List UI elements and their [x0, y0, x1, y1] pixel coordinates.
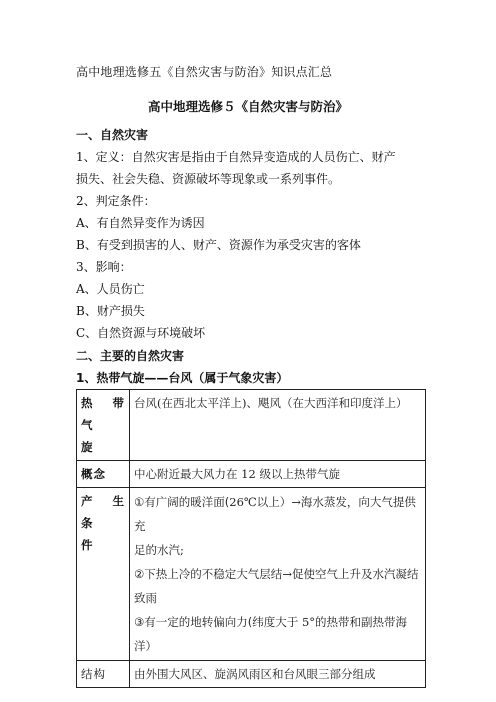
condition-1-rest: 26℃以上）→海水蒸发，向大气提供充	[134, 495, 416, 533]
condition-3	[134, 610, 421, 658]
table-row	[77, 661, 426, 688]
table-label-structure: 结构	[77, 661, 130, 688]
condition-3-prefix: ③有一定的地转偏向力(	[134, 615, 253, 629]
impact-title: 3、影响：	[76, 260, 132, 274]
table-label-text: 件	[81, 538, 94, 552]
definition-line-1: 1、定义：自然灾害是指由于自然异变造成的人员伤亡、财产	[76, 150, 396, 164]
condition-2-rest: →促使空气上升及水汽凝结	[282, 567, 419, 581]
condition-3-rest: 纬度大于 5°的热带和副热带海洋）	[134, 615, 408, 653]
table-cell-formation-conditions	[130, 488, 426, 661]
table-row	[77, 461, 426, 488]
typhoon-info-table	[76, 389, 426, 688]
condition-2	[134, 562, 421, 586]
main-title: 高中地理选修５《自然灾害与防治》	[147, 99, 348, 114]
table-row	[77, 488, 426, 661]
table-row	[77, 390, 426, 461]
impact-b: B、财产损失	[76, 304, 145, 318]
criteria-a: A、有自然异变作为诱因	[76, 216, 205, 230]
table-label-concept: 概念	[77, 461, 130, 488]
condition-2-continued: 致雨	[134, 591, 157, 605]
impact-a: A、人员伤亡	[76, 282, 145, 296]
table-label-text: 旋	[81, 440, 94, 454]
table-cell-structure: 由外围大风区、旋涡风雨区和台风眼三部分组成	[130, 661, 426, 688]
table-label-formation-conditions	[77, 488, 130, 661]
table-label-text: 热 带 气	[81, 396, 125, 432]
condition-2-prefix: ②下热上冷的不稳定大气层结	[134, 567, 283, 581]
document-title: 高中地理选修五《自然灾害与防治》知识点汇总	[76, 65, 333, 79]
impact-c: C、自然资源与环境破坏	[76, 326, 206, 340]
section-heading-natural-disaster: 一、自然灾害	[76, 128, 149, 142]
table-label-tropical-cyclone	[77, 390, 130, 461]
subsection-heading-typhoon: 1、热带气旋——台风（属于气象灾害）	[76, 371, 289, 385]
condition-1-continued: 足的水汽;	[134, 543, 184, 557]
table-label-text: 产 生 条	[81, 494, 125, 530]
definition-line-2: 损失、社会失稳、资源破坏等现象或一系列事件。	[76, 172, 341, 186]
section-heading-main-disasters: 二、主要的自然灾害	[76, 349, 185, 363]
criteria-b: B、有受到损害的人、财产、资源作为承受灾害的客体	[76, 238, 361, 252]
table-cell-tropical-cyclone: 台风(在西北太平洋上)、飓风（在大西洋和印度洋上）	[130, 390, 426, 461]
condition-1	[134, 490, 421, 538]
criteria-title: 2、判定条件：	[76, 194, 156, 208]
table-cell-concept: 中心附近最大风力在 12 级以上热带气旋	[130, 461, 426, 488]
condition-1-prefix: ①有广阔的暖洋面(	[134, 495, 230, 509]
